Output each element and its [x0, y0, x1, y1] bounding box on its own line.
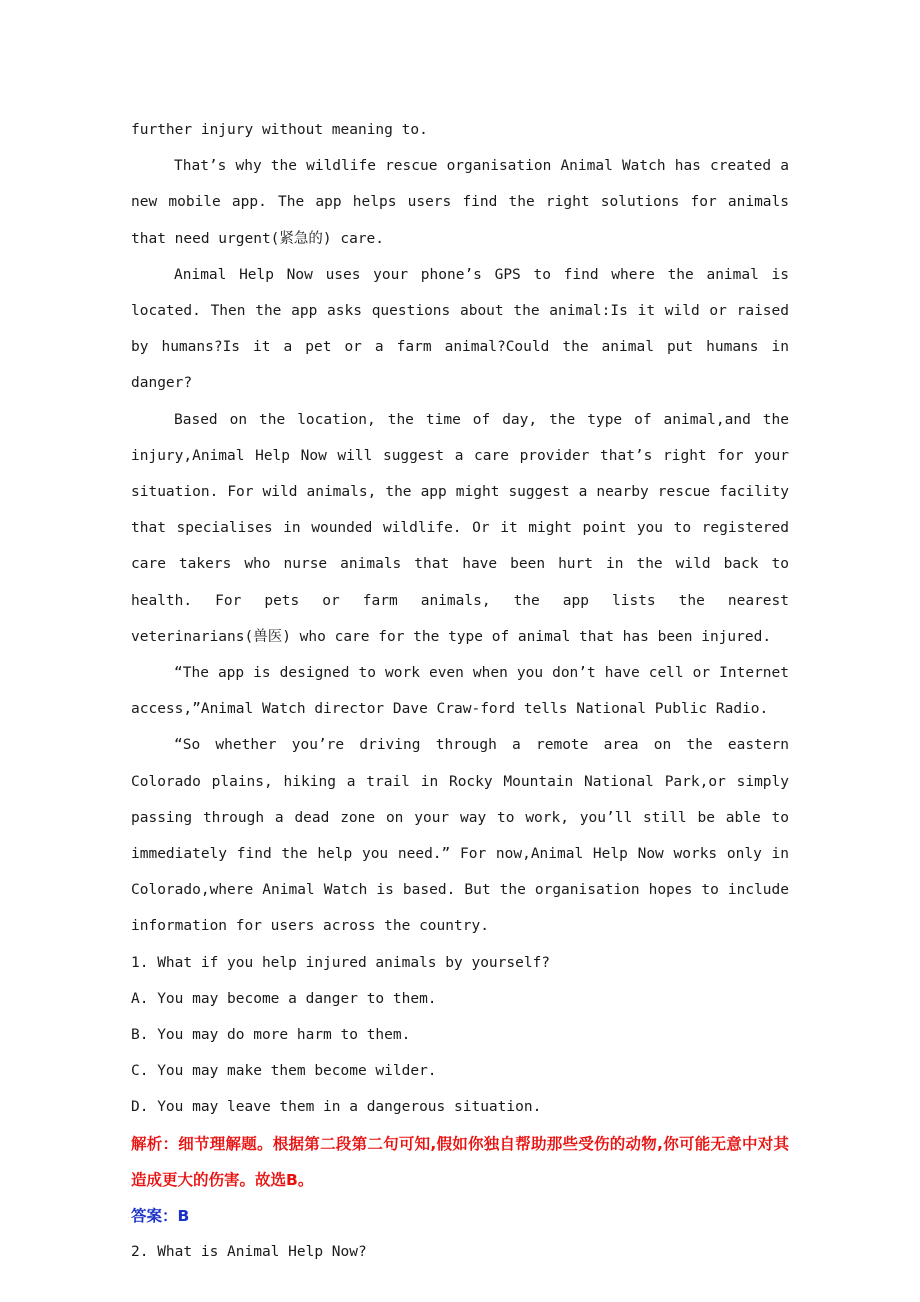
passage-paragraph-2: That’s why the wildlife rescue organisation Animal Watch has created a new mobile app. The app helps users find the right solutions for animals that need urgent(紧急的) care.	[131, 158, 789, 247]
passage-paragraph-3: Animal Help Now uses your phone’s GPS to find where the animal is located. Then the app asks questions about the animal:Is it wild or raised by humans?Is it a pet or a farm animal?Could the animal put humans in danger?	[131, 266, 789, 392]
question-1-answer: 答案：B	[131, 1207, 190, 1226]
passage-paragraph-5: “The app is designed to work even when you don’t have cell or Internet access,”Animal Watch director Dave Craw-ford tells National Public Radio.	[131, 665, 789, 718]
passage-paragraph-4: Based on the location, the time of day, the type of animal,and the injury,Animal Help Now will suggest a care provider that’s right for your situation. For wild animals, the app might suggest a nearby rescue facility that specialises in wounded wildlife. Or it might point you to registered care takers who nurse animals that have been hurt in the wild back to health. For pets or farm animals, the app lists the nearest veterinarians(兽医) who care for the type of animal that has been injured.	[131, 411, 789, 645]
question-1-option-c: C. You may make them become wilder.	[131, 1063, 437, 1080]
question-1-option-a: A. You may become a danger to them.	[131, 990, 437, 1007]
passage-paragraph-continued: further injury without meaning to.	[131, 122, 428, 138]
question-2-stem: 2. What is Animal Help Now?	[131, 1244, 367, 1261]
passage-paragraph-6: “So whether you’re driving through a remote area on the eastern Colorado plains, hiking a trail in Rocky Mountain National Park,or simply passing through a dead zone on your way to work, you’ll still be able to immediately find the help you need.” For now,Animal Help Now works only in Colorado,where Animal Watch is based. But the organisation hopes to include information for users across the country.	[131, 737, 789, 935]
document-page	[131, 112, 789, 1271]
question-1-analysis: 解析：细节理解题。根据第二段第二句可知,假如你独自帮助那些受伤的动物,你可能无意中对其造成更大的伤害。故选B。	[131, 1134, 789, 1189]
question-1-option-b: B. You may do more harm to them.	[131, 1027, 411, 1044]
question-1-stem: 1. What if you help injured animals by yourself?	[131, 954, 551, 971]
question-1-option-d: D. You may leave them in a dangerous situation.	[131, 1099, 542, 1116]
